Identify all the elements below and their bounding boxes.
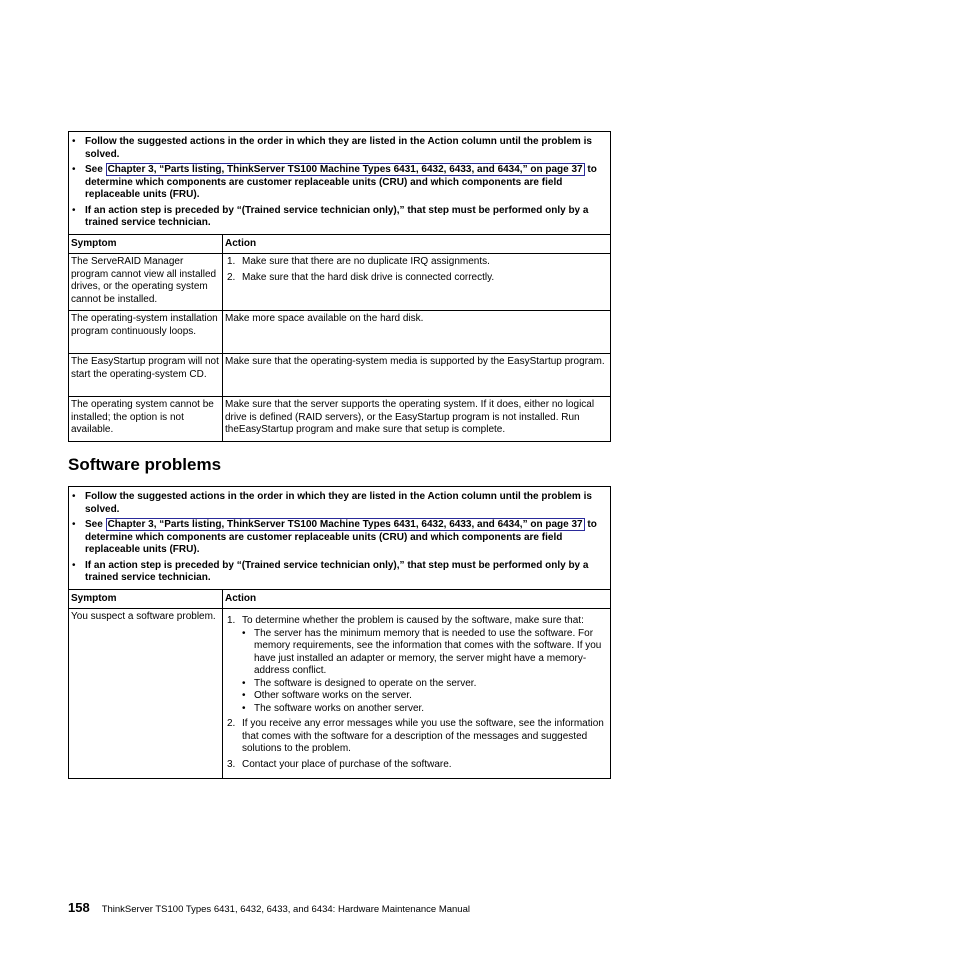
action-steps (225, 615, 607, 771)
note-item: • See Chapter 3, “Parts listing, ThinkServer TS100 Machine Types 6431, 6432, 6433, and 6434,” on page 37 to determine which components are customer replaceable units (CRU) and which components are field replaceable units (FRU). (71, 519, 607, 557)
action-step: 1. To determine whether the problem is caused by the software, make sure that: • The server has the minimum memory that is needed to use the software. For memory requirements, see the information that comes with the software. If you have just installed an adapter or memory, the server might have a memory-address conflict. • The software is designed to operate on the server. • Other software works on the server. • The software works on another server. (225, 615, 607, 715)
action-step: 3. Contact your place of purchase of the software. (227, 758, 452, 770)
symptom-column-header: Symptom (69, 589, 223, 609)
action-cell (223, 254, 611, 311)
table-header-row (69, 234, 611, 254)
manual-title: ThinkServer TS100 Types 6431, 6432, 6433, and 6434: Hardware Maintenance Manual (101, 904, 470, 915)
note-item: • Follow the suggested actions in the order in which they are listed in the Action column until the problem is solved. (71, 491, 607, 516)
action-column-header: Action (223, 589, 611, 609)
table-row (69, 354, 611, 397)
chapter-3-link[interactable]: Chapter 3, “Parts listing, ThinkServer TS100 Machine Types 6431, 6432, 6433, and 6434,” on page 37 (107, 519, 583, 530)
note-item: • If an action step is preceded by “(Trained service technician only),” that step must be performed only by a trained service technician. (71, 560, 607, 585)
symptom-cell: The ServeRAID Manager program cannot view all installed drives, or the operating system cannot be installed. (69, 254, 223, 311)
note-item: • Follow the suggested actions in the order in which they are listed in the Action column until the problem is solved. (71, 136, 607, 161)
symptom-cell: The operating system cannot be installed; the option is not available. (69, 397, 223, 442)
action-cell: Make more space available on the hard disk. (223, 311, 611, 354)
table-row (69, 609, 611, 779)
notes-list (71, 491, 607, 585)
check-item: • Other software works on the server. (242, 690, 607, 703)
symptom-cell: The EasyStartup program will not start the operating-system CD. (69, 354, 223, 397)
page-number: 158 (68, 900, 90, 915)
action-step: 2. Make sure that the hard disk drive is connected correctly. (227, 271, 495, 283)
table-notes-row (69, 132, 611, 235)
page-footer (68, 900, 470, 915)
table-row (69, 397, 611, 442)
check-list (242, 628, 607, 716)
action-cell (223, 609, 611, 779)
action-cell: Make sure that the operating-system media is supported by the EasyStartup program. (223, 354, 611, 397)
check-item: • The software works on another server. (242, 703, 607, 716)
action-step: 2. If you receive any error messages while you use the software, see the information that comes with the software for a description of the messages and suggested solutions to the problem. (227, 718, 604, 754)
chapter-3-link[interactable]: Chapter 3, “Parts listing, ThinkServer TS100 Machine Types 6431, 6432, 6433, and 6434,” on page 37 (107, 164, 583, 175)
notes-list (71, 136, 607, 230)
symptom-column-header: Symptom (69, 234, 223, 254)
troubleshooting-table-2 (68, 486, 611, 779)
note-item: • If an action step is preceded by “(Trained service technician only),” that step must be performed only by a trained service technician. (71, 205, 607, 230)
troubleshooting-table-1 (68, 131, 611, 442)
action-steps (225, 256, 607, 284)
section-heading: Software problems (68, 455, 222, 474)
table-header-row (69, 589, 611, 609)
table-notes-row (69, 487, 611, 590)
check-item: • The server has the minimum memory that is needed to use the software. For memory requirements, see the information that comes with the software. If you have just installed an adapter or memory, the server might have a memory-address conflict. (242, 628, 607, 678)
action-cell: Make sure that the server supports the operating system. If it does, either no logical drive is defined (RAID servers), or the EasyStartup program is not installed. Run theEasyStartup program and make sure that setup is complete. (223, 397, 611, 442)
table-row (69, 254, 611, 311)
action-step: 1. Make sure that there are no duplicate IRQ assignments. (227, 256, 490, 267)
check-item: • The software is designed to operate on the server. (242, 678, 607, 691)
table-row (69, 311, 611, 354)
action-column-header: Action (223, 234, 611, 254)
symptom-cell: You suspect a software problem. (69, 609, 223, 779)
note-item: • See Chapter 3, “Parts listing, ThinkServer TS100 Machine Types 6431, 6432, 6433, and 6434,” on page 37 to determine which components are customer replaceable units (CRU) and which components are field replaceable units (FRU). (71, 164, 607, 202)
symptom-cell: The operating-system installation program continuously loops. (69, 311, 223, 354)
